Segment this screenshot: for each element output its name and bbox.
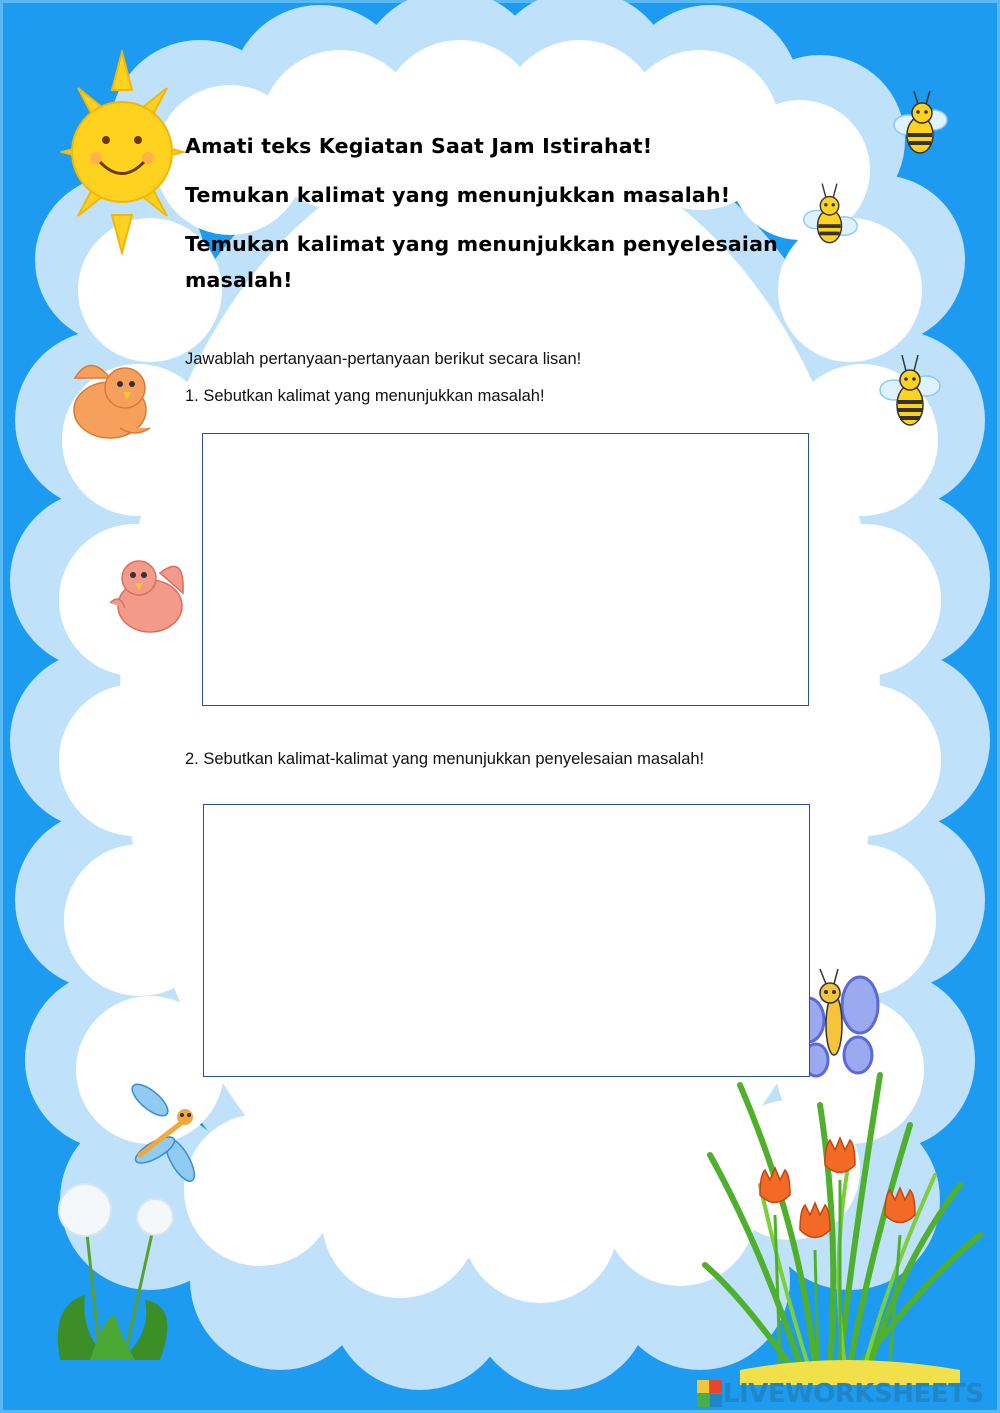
dandelion-icon <box>40 1175 190 1370</box>
liveworksheets-watermark <box>697 1378 997 1410</box>
dragonfly-icon <box>125 1075 205 1190</box>
answer-box-1[interactable] <box>202 433 809 706</box>
bird-icon <box>105 548 190 643</box>
bee-icon <box>878 350 943 435</box>
watermark-text: LIVEWORKSHEETS <box>723 1379 984 1409</box>
question-1: 1. Sebutkan kalimat yang menunjukkan masalah! <box>185 387 545 405</box>
instruction-line-2: Temukan kalimat yang menunjukkan masalah! <box>185 183 731 207</box>
instruction-line-1: Amati teks Kegiatan Saat Jam Istirahat! <box>185 134 653 158</box>
logo-icon <box>697 1380 723 1408</box>
instruction-line-3b: masalah! <box>185 268 293 292</box>
answer-box-2[interactable] <box>203 804 810 1077</box>
bee-icon <box>800 175 860 255</box>
questions-intro: Jawablah pertanyaan-pertanyaan berikut secara lisan! <box>185 350 582 368</box>
sun-icon <box>60 50 185 255</box>
bee-icon <box>888 85 953 165</box>
tulip-icon <box>700 1065 990 1385</box>
instruction-line-3a: Temukan kalimat yang menunjukkan penyelesaian <box>185 232 778 256</box>
bird-icon <box>65 348 155 448</box>
question-2: 2. Sebutkan kalimat-kalimat yang menunjukkan penyelesaian masalah! <box>185 750 705 768</box>
